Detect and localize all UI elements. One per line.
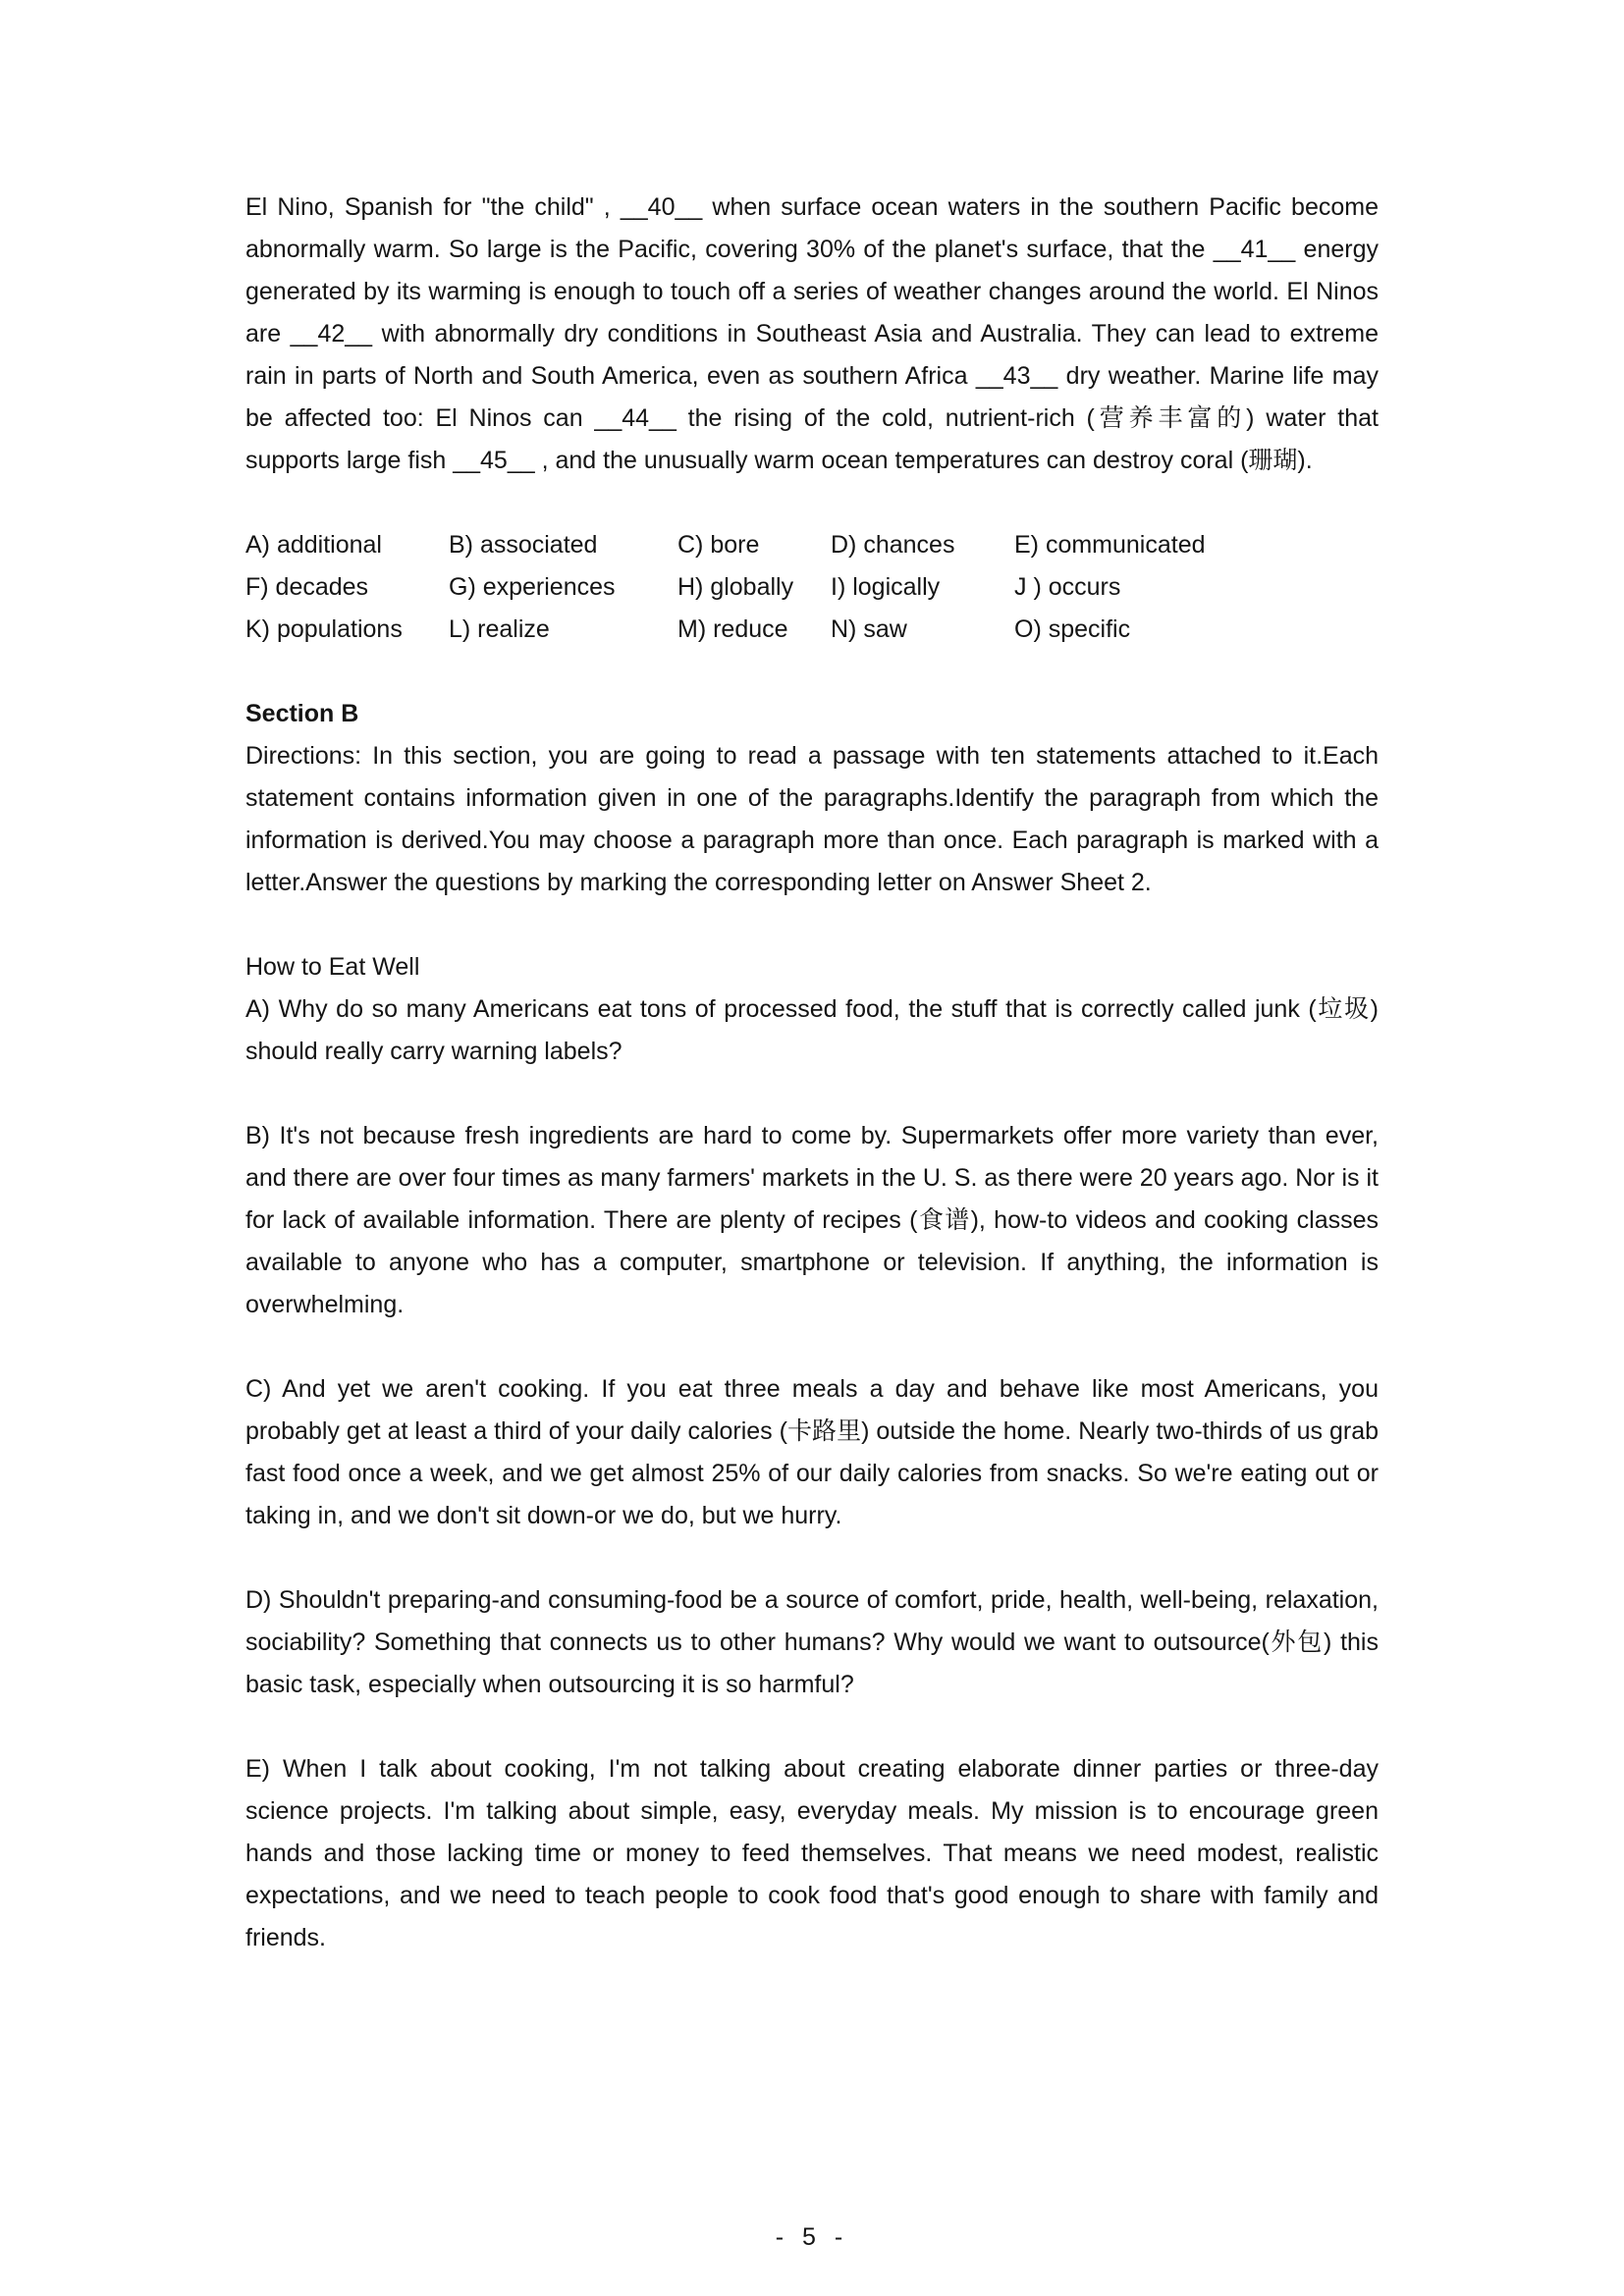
- word-bank: [245, 524, 1379, 651]
- section-b-heading: Section B: [245, 700, 359, 727]
- word-bank-item-m: M) reduce: [677, 615, 788, 643]
- section-b-directions: Directions: In this section, you are going to read a passage with ten statements attached to it.Each statement contains information given in one of the paragraphs.Identify the paragraph from which the information is derived.You may choose a paragraph more than once. Each paragraph is marked with a letter.Answer the questions by marking the corresponding letter on Answer Sheet 2.: [245, 742, 1379, 896]
- word-bank-item-b: B) associated: [449, 531, 598, 559]
- word-bank-item-l: L) realize: [449, 615, 550, 643]
- word-bank-item-n: N) saw: [831, 615, 907, 643]
- page-content: [245, 187, 1379, 2002]
- word-bank-item-e: E) communicated: [1014, 531, 1206, 559]
- word-bank-item-d: D) chances: [831, 531, 955, 559]
- passage-paragraph-b: B) It's not because fresh ingredients are hard to come by. Supermarkets offer more variety than ever, and there are over four times as many farmers' markets in the U. S. as there were 20 years ago. Nor is it for lack of available information. There are plenty of recipes (食谱), how-to videos and cooking classes available to anyone who has a computer, smartphone or television. If anything, the information is overwhelming.: [245, 1122, 1379, 1318]
- passage-paragraph-d: D) Shouldn't preparing-and consuming-food be a source of comfort, pride, health, well-being, relaxation, sociability? Something that connects us to other humans? Why would we want to outsource(外包) this basic task, especially when outsourcing it is so harmful?: [245, 1586, 1379, 1698]
- word-bank-item-h: H) globally: [677, 573, 794, 601]
- word-bank-item-j: J ) occurs: [1014, 573, 1121, 601]
- word-bank-item-c: C) bore: [677, 531, 760, 559]
- word-bank-item-i: I) logically: [831, 573, 941, 601]
- cloze-passage: El Nino, Spanish for "the child" , __40__ when surface ocean waters in the southern Pacific become abnormally warm. So large is the Pacific, covering 30% of the planet's surface, that the __41__ energy generated by its warming is enough to touch off a series of weather changes around the world. El Ninos are __42__ with abnormally dry conditions in Southeast Asia and Australia. They can lead to extreme rain in parts of North and South America, even as southern Africa __43__ dry weather. Marine life may be affected too: El Ninos can __44__ the rising of the cold, nutrient-rich (营养丰富的) water that supports large fish __45__ , and the unusually warm ocean temperatures can destroy coral (珊瑚).: [245, 193, 1379, 474]
- passage-paragraph-a: A) Why do so many Americans eat tons of processed food, the stuff that is correctly called junk (垃圾) should really carry warning labels?: [245, 995, 1379, 1065]
- passage-paragraph-e: E) When I talk about cooking, I'm not talking about creating elaborate dinner parties or three-day science projects. I'm talking about simple, easy, everyday meals. My mission is to encourage green hands and those lacking time or money to feed themselves. That means we need modest, realistic expectations, and we need to teach people to cook food that's good enough to share with family and friends.: [245, 1755, 1379, 1951]
- page-number: - 5 -: [775, 2223, 849, 2251]
- word-bank-item-o: O) specific: [1014, 615, 1131, 643]
- passage-paragraph-c: C) And yet we aren't cooking. If you eat three meals a day and behave like most Americans, you probably get at least a third of your daily calories (卡路里) outside the home. Nearly two-thirds of us grab fast food once a week, and we get almost 25% of our daily calories from snacks. So we're eating out or taking in, and we don't sit down-or we do, but we hurry.: [245, 1375, 1379, 1529]
- word-bank-item-g: G) experiences: [449, 573, 616, 601]
- word-bank-item-a: A) additional: [245, 531, 382, 559]
- passage-title: How to Eat Well: [245, 953, 420, 981]
- word-bank-item-k: K) populations: [245, 615, 403, 643]
- word-bank-item-f: F) decades: [245, 573, 369, 601]
